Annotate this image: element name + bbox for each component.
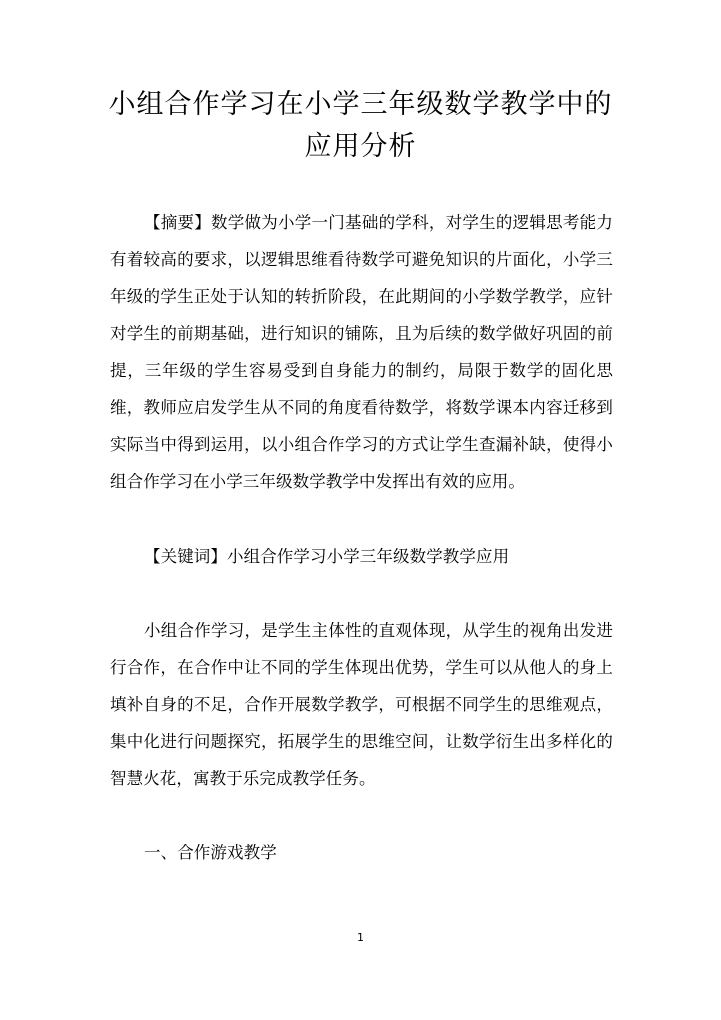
title-line-2: 应用分析 bbox=[304, 131, 417, 162]
document-title bbox=[60, 84, 661, 168]
page-number: 1 bbox=[357, 931, 364, 944]
keywords-paragraph: 【关键词】小组合作学习小学三年级数学教学应用 bbox=[144, 547, 510, 566]
abstract-paragraph: 【摘要】数学做为小学一门基础的学科，对学生的逻辑思考能力有着较高的要求，以逻辑思维看待数学可避免知识的片面化，小学三年级的学生正处于认知的转折阶段，在此期间的小学数学教学，应针对学生的前期基础，进行知识的铺陈，且为后续的数学做好巩固的前提，三年级的学生容易受到自身能力的制约，局限于数学的固化思维，教师应启发学生从不同的角度看待数学，将数学课本内容迁移到实际当中得到运用，以小组合作学习的方式让学生查漏补缺，使得小组合作学习在小学三年级数学教学中发挥出有效的应用。 bbox=[110, 213, 613, 491]
section-heading: 一、合作游戏教学 bbox=[144, 843, 277, 862]
intro-paragraph: 小组合作学习，是学生主体性的直观体现，从学生的视角出发进行合作，在合作中让不同的学生体现出优势，学生可以从他人的身上填补自身的不足，合作开展数学教学，可根据不同学生的思维观点，集中化进行问题探究，拓展学生的思维空间，让数学衍生出多样化的智慧火花，寓教于乐完成教学任务。 bbox=[110, 621, 613, 788]
title-line-1: 小组合作学习在小学三年级数学教学中的 bbox=[108, 89, 613, 120]
